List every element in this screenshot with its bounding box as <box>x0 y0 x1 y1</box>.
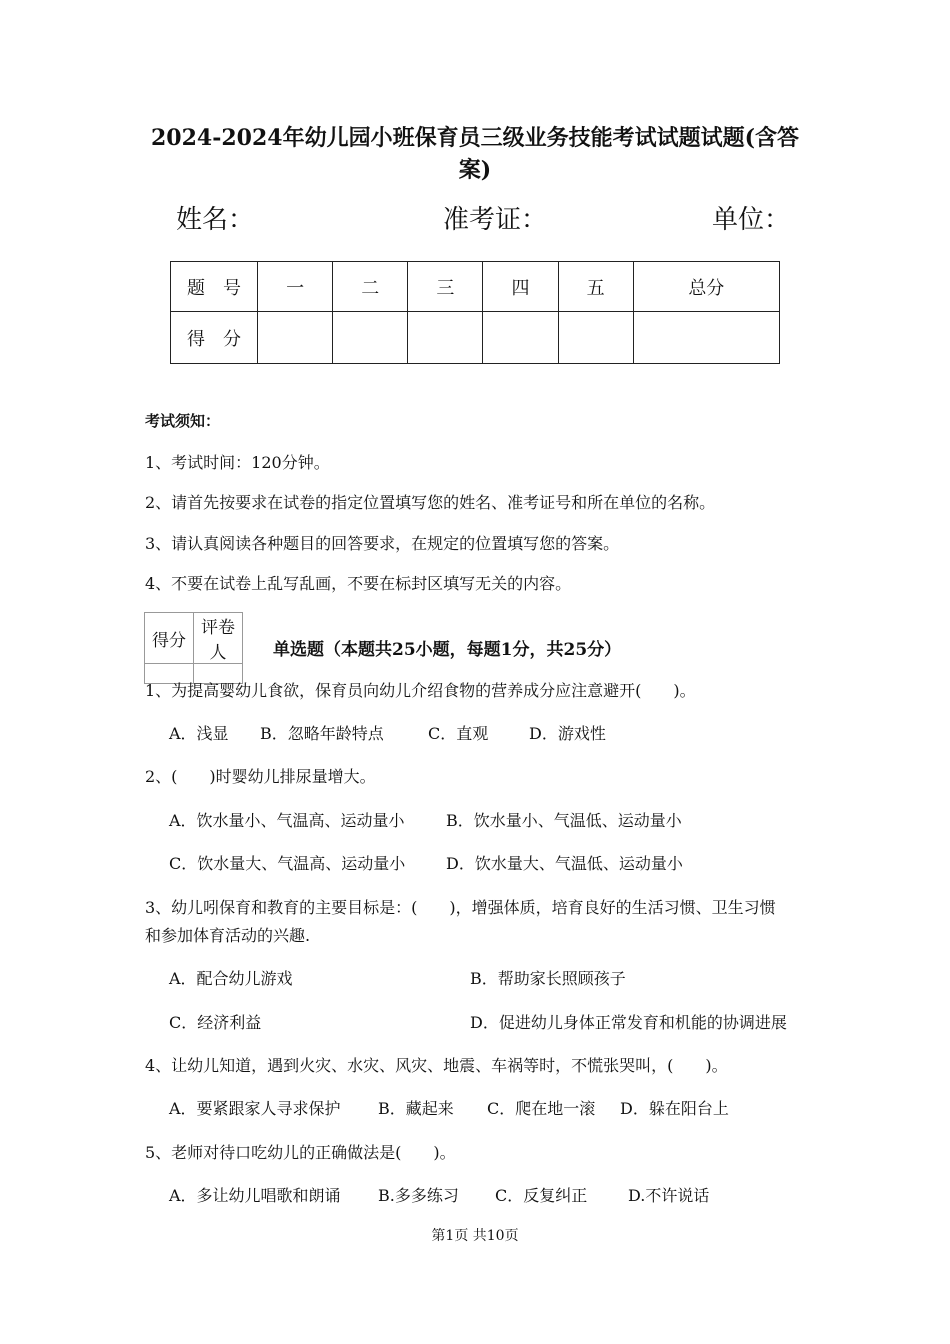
option-d: D．游戏性 <box>529 724 606 743</box>
question-stem: 5、老师对待口吃幼儿的正确做法是( )。 <box>145 1143 456 1162</box>
score-table-row-label: 得分 <box>171 312 258 364</box>
score-cell-5[interactable] <box>558 312 633 364</box>
option-a: A．浅显 <box>169 724 229 743</box>
question-stem: 1、为提高婴幼儿食欲，保育员向幼儿介绍食物的营养成分应注意避开( )。 <box>145 681 696 700</box>
option-a: A．多让幼儿唱歌和朗诵 <box>169 1186 341 1205</box>
option-b: B．忽略年龄特点 <box>260 724 384 743</box>
option-b: B．帮助家长照顾孩子 <box>470 969 626 988</box>
score-table-col-total: 总分 <box>633 262 779 312</box>
option-d: D．躲在阳台上 <box>620 1099 729 1118</box>
option-a: A．配合幼儿游戏 <box>169 969 293 988</box>
score-table <box>170 261 780 364</box>
score-cell-2[interactable] <box>333 312 408 364</box>
option-d: D．饮水量大、气温低、运动量小 <box>446 854 683 873</box>
score-table-col-2: 二 <box>333 262 408 312</box>
score-table-header-label: 题号 <box>171 262 258 312</box>
document-title-line-2: 案) <box>458 157 492 183</box>
option-d: D.不许说话 <box>628 1186 710 1205</box>
score-table-col-5: 五 <box>558 262 633 312</box>
score-cell-4[interactable] <box>483 312 558 364</box>
score-table-score-row <box>171 312 780 364</box>
score-cell-total[interactable] <box>633 312 779 364</box>
score-table-col-3: 三 <box>408 262 483 312</box>
option-c: C．经济利益 <box>169 1013 262 1032</box>
unit-field-label: 单位： <box>712 205 791 235</box>
option-c: C．直观 <box>428 724 489 743</box>
page-footer: 第1页 共10页 <box>431 1228 519 1244</box>
score-table-header-row <box>171 262 780 312</box>
notice-item: 4、不要在试卷上乱写乱画，不要在标封区填写无关的内容。 <box>145 574 572 593</box>
document-title-line-1: 2024-2024年幼儿园小班保育员三级业务技能考试试题试题(含答 <box>150 125 799 151</box>
name-field-label: 姓名： <box>176 205 255 235</box>
option-b: B.多多练习 <box>378 1186 459 1205</box>
notice-item: 3、请认真阅读各种题目的回答要求，在规定的位置填写您的答案。 <box>145 534 620 553</box>
grader-name-label: 评卷人 <box>194 613 243 664</box>
notice-title: 考试须知： <box>145 412 221 430</box>
option-c: C．反复纠正 <box>495 1186 588 1205</box>
option-d: D．促进幼儿身体正常发育和机能的协调进展 <box>470 1013 787 1032</box>
option-a: A．要紧跟家人寻求保护 <box>169 1099 341 1118</box>
score-table-col-1: 一 <box>258 262 333 312</box>
question-stem: 3、幼儿吲保育和教育的主要目标是：( )，增强体质，培育良好的生活习惯、卫生习惯 <box>145 898 776 917</box>
question-stem: 2、( )时婴幼儿排尿量增大。 <box>145 767 376 786</box>
notice-item: 2、请首先按要求在试卷的指定位置填写您的姓名、准考证号和所在单位的名称。 <box>145 493 716 512</box>
question-stem-continued: 和参加体育活动的兴趣. <box>145 926 311 945</box>
option-c: C．爬在地一滚 <box>487 1099 596 1118</box>
score-table-col-4: 四 <box>483 262 558 312</box>
section-heading: 单选题（本题共25小题，每题1分，共25分） <box>273 640 622 660</box>
score-cell-3[interactable] <box>408 312 483 364</box>
grader-box <box>144 612 243 684</box>
option-b: B．藏起来 <box>378 1099 454 1118</box>
grader-score-label: 得分 <box>145 613 194 664</box>
score-cell-1[interactable] <box>258 312 333 364</box>
question-stem: 4、让幼儿知道，遇到火灾、水灾、风灾、地震、车祸等时，不慌张哭叫，( )。 <box>145 1056 728 1075</box>
option-a: A．饮水量小、气温高、运动量小 <box>169 811 405 830</box>
exam-id-field-label: 准考证： <box>443 205 548 235</box>
option-b: B．饮水量小、气温低、运动量小 <box>446 811 682 830</box>
notice-item: 1、考试时间：120分钟。 <box>145 453 330 472</box>
option-c: C．饮水量大、气温高、运动量小 <box>169 854 406 873</box>
